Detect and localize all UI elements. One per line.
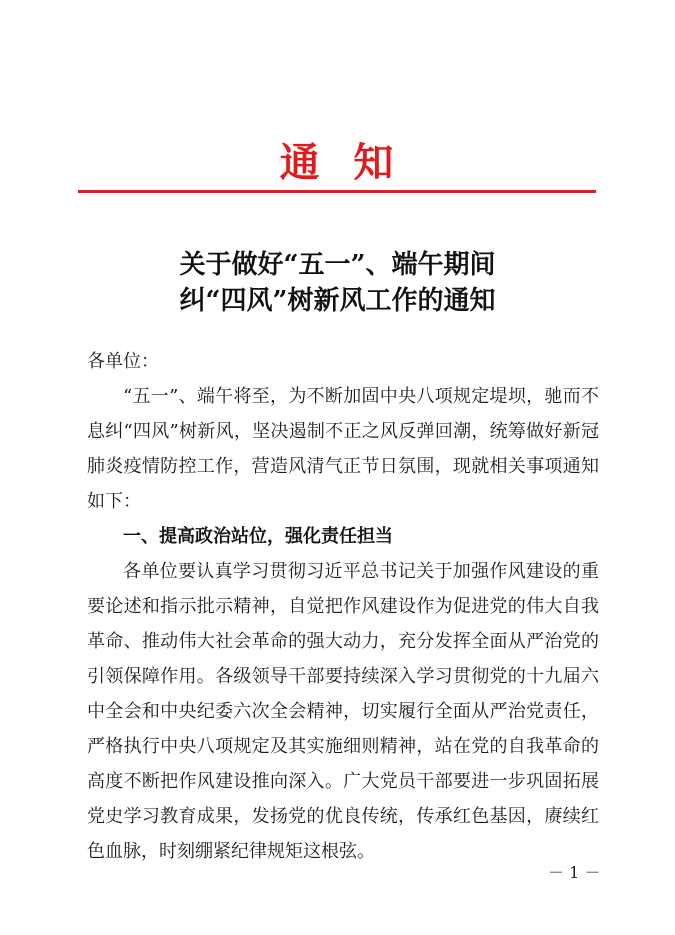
header-red-rule	[78, 190, 596, 193]
section-paragraph: 各单位要认真学习贯彻习近平总书记关于加强作风建设的重要论述和指示批示精神，自觉把作风建设作为促进党的伟大自我革命、推动伟大社会革命的强大动力，充分发挥全面从严治党的引领保障作用。各级领导干部要持续深入学习贯彻党的十九届六中全会和中央纪委六次全会精神，切实履行全面从严治党责任，严格执行中央八项规定及其实施细则精神，站在党的自我革命的高度不断把作风建设推向深入。广大党员干部要进一步巩固拓展党史学习教育成果，发扬党的优良传统，传承红色基因，赓续红色血脉，时刻绷紧纪律规矩这根弦。	[87, 561, 599, 862]
intro-paragraph: “五一”、端午将至，为不断加固中央八项规定堤坝，驰而不息纠“四风”树新风，坚决遏制不正之风反弹回潮，统筹做好新冠肺炎疫情防控工作，营造风清气正节日氛围，现就相关事项通知如下：	[87, 386, 599, 512]
page-number: － 1 －	[548, 863, 601, 882]
document-body	[87, 344, 599, 869]
section-heading: 一、提高政治站位，强化责任担当	[123, 526, 393, 547]
document-title-line-1: 关于做好“五一”、端午期间	[179, 250, 496, 280]
document-header-title: 通 知	[279, 139, 396, 186]
salutation: 各单位：	[87, 351, 159, 372]
document-title	[0, 247, 675, 319]
document-title-line-2: 纠“四风”树新风工作的通知	[179, 286, 496, 316]
